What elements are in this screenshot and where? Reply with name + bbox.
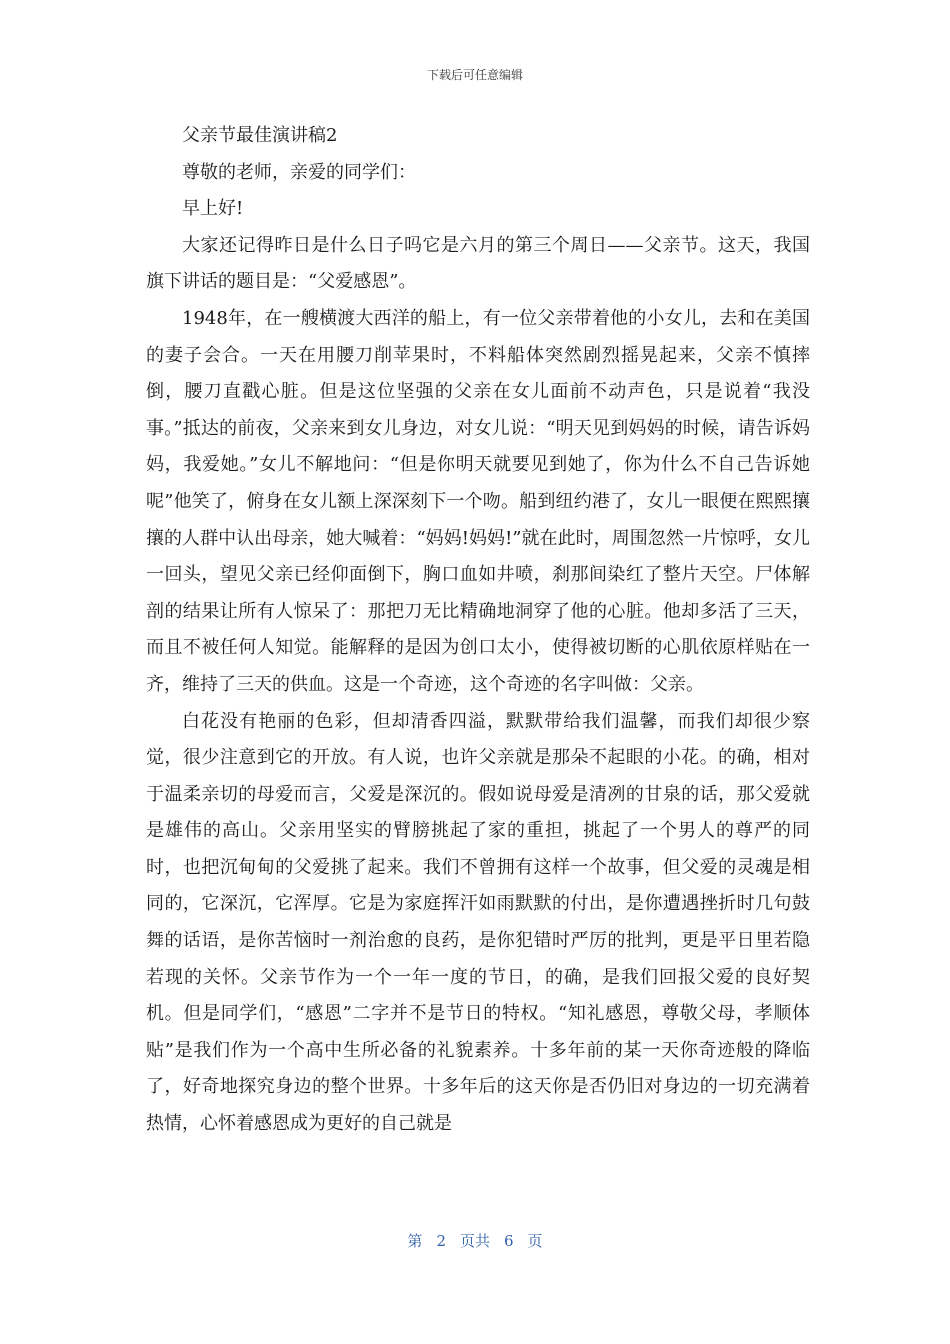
page-label-suffix: 页: [527, 1232, 543, 1250]
paragraph-2: 1948年，在一艘横渡大西洋的船上，有一位父亲带着他的小女儿，去和在美国的妻子会合。一天在用腰刀削苹果时，不料船体突然剧烈摇晃起来，父亲不慎摔倒，腰刀直戳心脏。但是这位坚强的父亲在女儿面前不动声色，只是说着“我没事。”抵达的前夜，父亲来到女儿身边，对女儿说：“明天见到妈妈的时候，请告诉妈妈，我爱她。”女儿不解地问：“但是你明天就要见到她了，你为什么不自己告诉她呢”他笑了，俯身在女儿额上深深刻下一个吻。船到纽约港了，女儿一眼便在熙熙攘攘的人群中认出母亲，她大喊着：“妈妈!妈妈!”就在此时，周围忽然一片惊呼，女儿一回头，望见父亲已经仰面倒下，胸口血如井喷，刹那间染红了整片天空。尸体解剖的结果让所有人惊呆了：那把刀无比精确地洞穿了他的心脏。他却多活了三天，而且不被任何人知觉。能解释的是因为创口太小，使得被切断的心肌依原样贴在一齐，维持了三天的供血。这是一个奇迹，这个奇迹的名字叫做：父亲。: [146, 307, 810, 695]
document-title: 父亲节最佳演讲稿2: [182, 125, 338, 146]
page-header: 下载后可任意编辑: [426, 68, 523, 82]
page-label-mid: 页共: [459, 1232, 490, 1250]
page-footer: [0, 1230, 950, 1251]
paragraph-1: 大家还记得昨日是什么日子吗它是六月的第三个周日——父亲节。这天，我国旗下讲话的题目是：“父爱感恩”。: [146, 234, 810, 293]
paragraph-3: 白花没有艳丽的色彩，但却清香四溢，默默带给我们温馨，而我们却很少察觉，很少注意到它的开放。有人说，也许父亲就是那朵不起眼的小花。的确，相对于温柔亲切的母爱而言，父爱是深沉的。假如说母爱是清冽的甘泉的话，那父爱就是雄伟的高山。父亲用坚实的臂膀挑起了家的重担，挑起了一个男人的尊严的同时，也把沉甸甸的父爱挑了起来。我们不曾拥有这样一个故事，但父爱的灵魂是相同的，它深沉，它浑厚。它是为家庭挥汗如雨默默的付出，是你遭遇挫折时几句鼓舞的话语，是你苦恼时一剂治愈的良药，是你犯错时严厉的批判，更是平日里若隐若现的关怀。父亲节作为一个一年一度的节日，的确，是我们回报父爱的良好契机。但是同学们，“感恩”二字并不是节日的特权。“知礼感恩，尊敬父母，孝顺体贴”是我们作为一个高中生所必备的礼貌素养。十多年前的某一天你奇迹般的降临了，好奇地探究身边的整个世界。十多年后的这天你是否仍旧对身边的一切充满着热情，心怀着感恩成为更好的自己就是: [146, 710, 810, 1135]
page-label-prefix: 第: [407, 1232, 423, 1250]
current-page-number: 2: [436, 1232, 446, 1250]
document-body: [146, 118, 810, 1143]
salutation: 尊敬的老师，亲爱的同学们：: [182, 161, 416, 183]
greeting: 早上好!: [182, 198, 244, 220]
total-pages-number: 6: [504, 1232, 514, 1250]
